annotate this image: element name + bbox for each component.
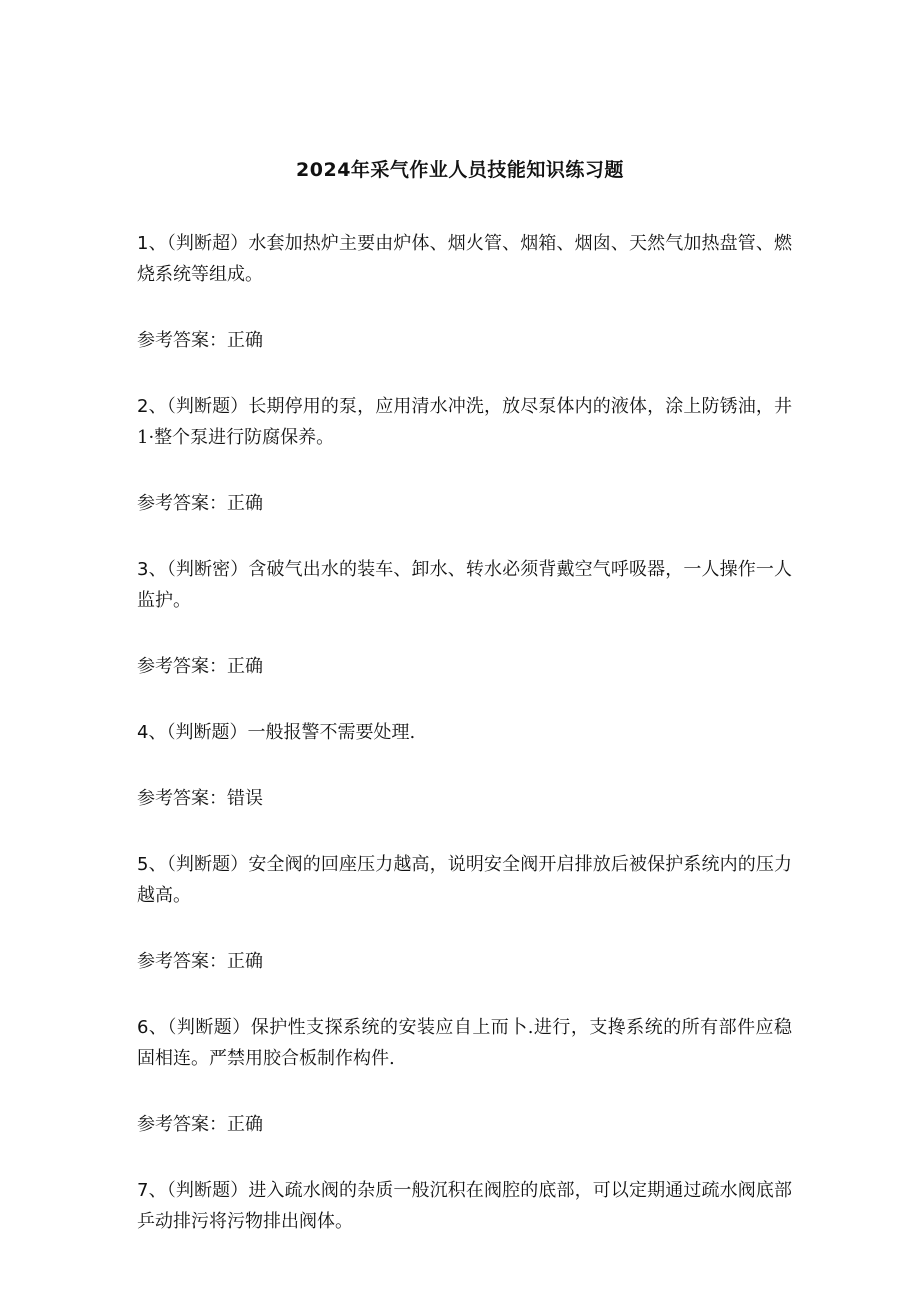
question-text: 水套加热炉主要由炉体、烟火管、烟箱、烟囱、天然气加热盘管、燃烧系统等组成。 <box>137 233 793 285</box>
question-number: 6、 <box>137 1017 168 1038</box>
question-text: 进入疏水阀的杂质一般沉积在阀腔的底部，可以定期通过疏水阀底部乒动排污将污物排出阀体。 <box>137 1180 793 1232</box>
answer-value: 正确 <box>227 656 263 677</box>
answer-value: 正确 <box>227 1114 263 1135</box>
question-text: 一般报警不需要处理. <box>247 722 416 743</box>
question-type-tag: （判断题） <box>166 722 248 743</box>
question-item-7 <box>137 1175 792 1237</box>
question-item-5 <box>137 849 792 911</box>
question-type-tag: （判断题） <box>166 396 249 417</box>
answer-label: 参考答案： <box>137 951 227 972</box>
question-type-tag: （判断题） <box>166 1180 249 1201</box>
answer-label: 参考答案： <box>137 656 227 677</box>
question-item-4 <box>137 717 792 748</box>
question-number: 4、 <box>137 722 167 743</box>
question-item-2 <box>137 391 792 453</box>
answer-value: 正确 <box>227 951 263 972</box>
answer-line-1 <box>137 328 792 354</box>
answer-label: 参考答案： <box>137 1114 227 1135</box>
question-text: 长期停用的泵，应用清水冲洗，放尽泵体内的液体，涂上防锈油，井1·整个泵进行防腐保养。 <box>137 396 793 448</box>
question-number: 1、 <box>137 233 167 254</box>
question-number: 2、 <box>137 396 167 417</box>
question-type-tag: （判断题） <box>166 854 249 875</box>
question-type-tag: （判断题） <box>167 1017 251 1038</box>
document-title: 2024年采气作业人员技能知识练习题 <box>296 159 624 181</box>
answer-line-5 <box>137 949 792 975</box>
question-text: 保护性支探系统的安装应自上而卜.进行，支搀系统的所有部件应稳固相连。严禁用胶合板制作构件. <box>137 1017 793 1069</box>
question-number: 7、 <box>137 1180 167 1201</box>
answer-line-2 <box>137 491 792 517</box>
question-item-3 <box>137 554 792 616</box>
answer-line-4 <box>137 786 792 812</box>
answer-label: 参考答案： <box>137 330 227 351</box>
answer-value: 错误 <box>227 788 263 809</box>
question-item-6 <box>137 1012 792 1074</box>
question-item-1 <box>137 228 792 290</box>
question-text: 含破气出水的装车、卸水、转水必须背戴空气呼吸器，一人操作一人监护。 <box>137 559 793 611</box>
question-list <box>137 228 792 1237</box>
question-type-tag: （判断密） <box>166 559 249 580</box>
answer-value: 正确 <box>227 493 263 514</box>
answer-value: 正确 <box>227 330 263 351</box>
question-number: 3、 <box>137 559 167 580</box>
answer-label: 参考答案： <box>137 788 227 809</box>
answer-line-6 <box>137 1112 792 1138</box>
answer-label: 参考答案： <box>137 493 227 514</box>
answer-line-3 <box>137 654 792 680</box>
question-number: 5、 <box>137 854 167 875</box>
question-type-tag: （判断超） <box>166 233 249 254</box>
question-text: 安全阀的回座压力越高，说明安全阀开启排放后被保护系统内的压力越高。 <box>137 854 793 906</box>
